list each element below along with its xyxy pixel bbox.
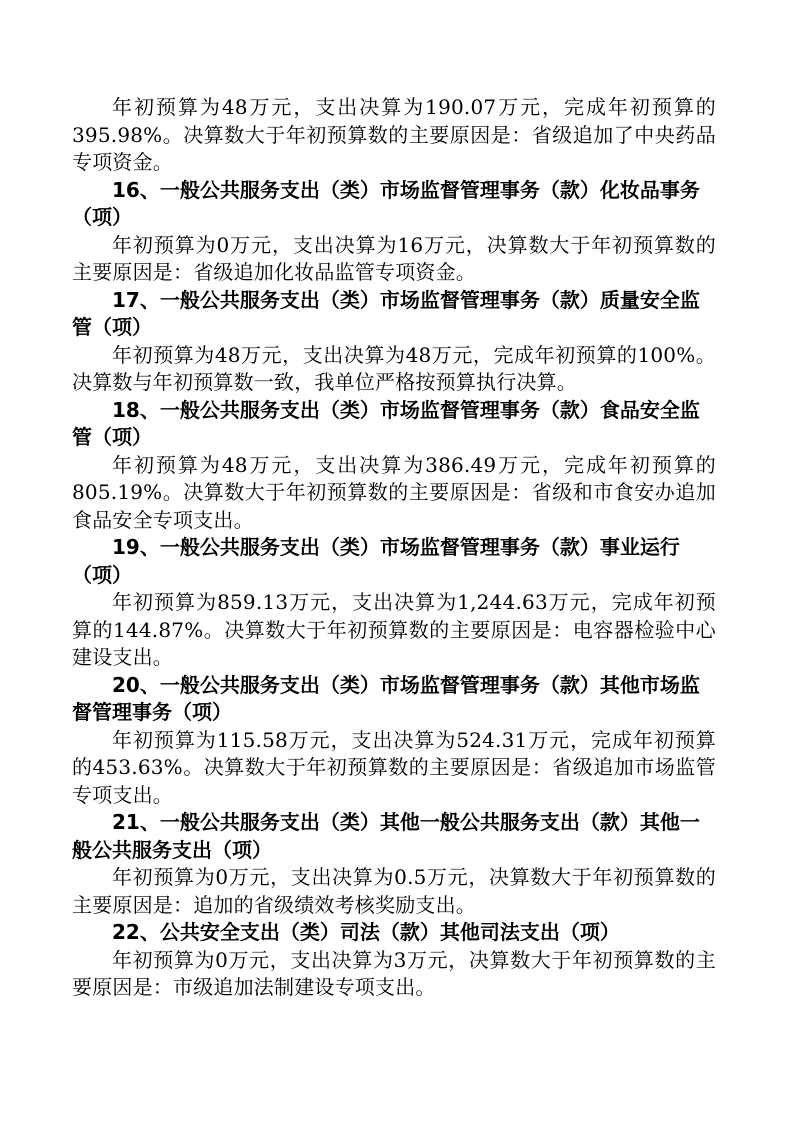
heading-19: 19、一般公共服务支出（类）市场监督管理事务（款）事业运行（项） <box>72 535 680 587</box>
paragraph-21-body: 年初预算为0万元，支出决算为0.5万元，决算数大于年初预算数的主要原因是：追加的省级绩效考核奖励支出。 <box>72 865 716 917</box>
heading-17: 17、一般公共服务支出（类）市场监督管理事务（款）质量安全监管（项） <box>72 287 700 339</box>
heading-20: 20、一般公共服务支出（类）市场监督管理事务（款）其他市场监督管理事务（项） <box>72 672 700 724</box>
paragraph-19-body: 年初预算为859.13万元，支出决算为1,244.63万元，完成年初预算的144.87%。决算数大于年初预算数的主要原因是：电容器检验中心建设支出。 <box>72 590 716 669</box>
paragraph-15-body: 年初预算为48万元，支出决算为190.07万元，完成年初预算的395.98%。决算数大于年初预算数的主要原因是：省级追加了中央药品专项资金。 <box>72 95 716 174</box>
heading-18: 18、一般公共服务支出（类）市场监督管理事务（款）食品安全监管（项） <box>72 397 700 449</box>
paragraph-16-body: 年初预算为0万元，支出决算为16万元，决算数大于年初预算数的主要原因是：省级追加化妆品监管专项资金。 <box>72 232 716 284</box>
paragraph-22-body: 年初预算为0万元，支出决算为3万元，决算数大于年初预算数的主要原因是：市级追加法制建设专项支出。 <box>72 947 716 999</box>
heading-21: 21、一般公共服务支出（类）其他一般公共服务支出（款）其他一般公共服务支出（项） <box>72 810 700 862</box>
paragraph-20-body: 年初预算为115.58万元，支出决算为524.31万元，完成年初预算的453.63%。决算数大于年初预算数的主要原因是：省级追加市场监管专项支出。 <box>72 727 716 807</box>
paragraph-18-body: 年初预算为48万元，支出决算为386.49万元，完成年初预算的805.19%。决算数大于年初预算数的主要原因是：省级和市食安办追加食品安全专项支出。 <box>72 452 716 532</box>
document-page <box>72 94 716 1002</box>
heading-22: 22、公共安全支出（类）司法（款）其他司法支出（项） <box>112 920 620 944</box>
paragraph-17-body: 年初预算为48万元，支出决算为48万元，完成年初预算的100%。决算数与年初预算数一致，我单位严格按预算执行决算。 <box>72 342 716 394</box>
heading-16: 16、一般公共服务支出（类）市场监督管理事务（款）化妆品事务（项） <box>72 177 700 229</box>
